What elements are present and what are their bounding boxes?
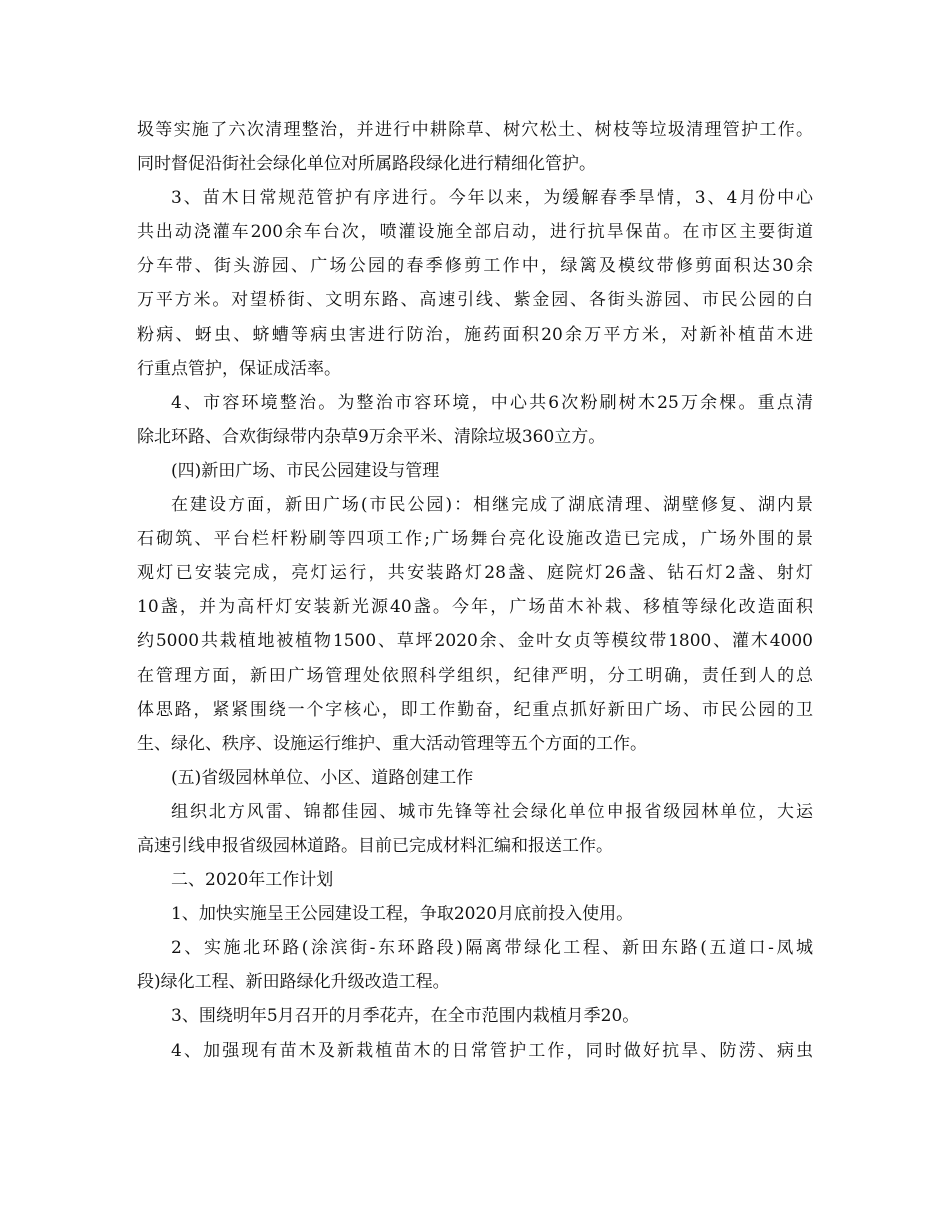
text-line: 在建设方面，新田广场(市民公园)：相继完成了湖底清理、湖壁修复、湖内景 bbox=[171, 495, 813, 516]
text-line: 段)绿化工程、新田路绿化升级改造工程。 bbox=[137, 972, 450, 993]
text-line: 2、实施北环路(涂滨街-东环路段)隔离带绿化工程、新田东路(五道口-凤城 bbox=[171, 938, 813, 959]
text-line: 4、加强现有苗木及新栽植苗木的日常管护工作，同时做好抗旱、防涝、病虫 bbox=[171, 1040, 813, 1061]
text-line: 圾等实施了六次清理整治，并进行中耕除草、树穴松土、树枝等垃圾清理管护工作。 bbox=[137, 120, 813, 140]
text-line: 分车带、街头游园、广场公园的春季修剪工作中，绿篱及模纹带修剪面积达30余 bbox=[137, 256, 813, 277]
document-body bbox=[137, 113, 813, 1068]
text-line: 观灯已安装完成，亮灯运行，共安装路灯28盏、庭院灯26盏、钻石灯2盏、射灯 bbox=[137, 563, 813, 584]
text-line: 高速引线申报省级园林道路。目前已完成材料汇编和报送工作。 bbox=[137, 835, 613, 856]
text-line: 共出动浇灌车200余车台次，喷灌设施全部启动，进行抗旱保苗。在市区主要街道 bbox=[137, 222, 813, 243]
text-line: 组织北方风雷、锦都佳园、城市先锋等社会绿化单位申报省级园林单位，大运 bbox=[171, 801, 813, 822]
text-line: 3、苗木日常规范管护有序进行。今年以来，为缓解春季旱情，3、4月份中心 bbox=[171, 188, 813, 209]
text-line: 粉病、蚜虫、蛴螬等病虫害进行防治，施药面积20余万平方米，对新补植苗木进 bbox=[137, 324, 813, 345]
text-line: 万平方米。对望桥街、文明东路、高速引线、紫金园、各街头游园、市民公园的白 bbox=[137, 290, 813, 311]
text-line: 3、围绕明年5月召开的月季花卉，在全市范围内栽植月季20。 bbox=[171, 1006, 640, 1027]
section-heading: 二、2020年工作计划 bbox=[171, 870, 334, 891]
section-heading: (四)新田广场、市民公园建设与管理 bbox=[171, 460, 440, 481]
text-line: 10盏，并为高杆灯安装新光源40盏。今年，广场苗木补栽、移植等绿化改造面积 bbox=[137, 597, 813, 618]
text-line: 在管理方面，新田广场管理处依照科学组织，纪律严明，分工明确，责任到人的总 bbox=[137, 665, 813, 686]
text-line: 体思路，紧紧围绕一个字核心，即工作勤奋，纪重点抓好新田广场、市民公园的卫 bbox=[137, 699, 813, 720]
section-heading: (五)省级园林单位、小区、道路创建工作 bbox=[171, 767, 474, 788]
text-line: 行重点管护，保证成活率。 bbox=[137, 358, 341, 379]
text-line: 1、加快实施呈王公园建设工程，争取2020月底前投入使用。 bbox=[171, 904, 634, 925]
text-line: 同时督促沿街社会绿化单位对所属路段绿化进行精细化管护。 bbox=[137, 154, 596, 175]
text-line: 石砌筑、平台栏杆粉刷等四项工作;广场舞台亮化设施改造已完成，广场外围的景 bbox=[137, 529, 813, 550]
text-line: 生、绿化、秩序、设施运行维护、重大活动管理等五个方面的工作。 bbox=[137, 733, 647, 754]
text-line: 除北环路、合欢街绿带内杂草9万余平米、清除垃圾360立方。 bbox=[137, 426, 606, 447]
text-line: 约5000共栽植地被植物1500、草坪2020余、金叶女贞等模纹带1800、灌木4000 bbox=[137, 631, 813, 652]
text-line: 4、市容环境整治。为整治市容环境，中心共6次粉刷树木25万余棵。重点清 bbox=[171, 392, 813, 413]
